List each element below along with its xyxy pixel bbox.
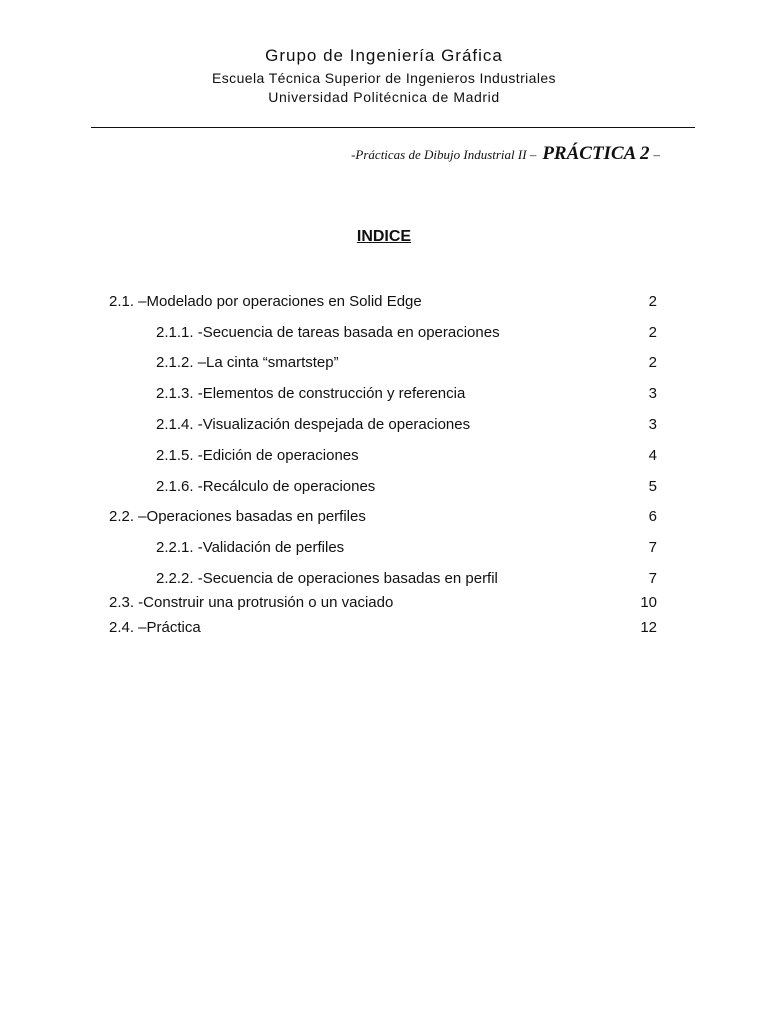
toc-entry-page: 3 [648,385,657,402]
toc-entry [109,447,657,467]
toc-entry-label: 2.1. –Modelado por operaciones en Solid Edge [109,293,422,310]
toc-entry-label: 2.1.5. -Edición de operaciones [156,447,359,464]
toc-entry-label: 2.3. -Construir una protrusión o un vaciado [109,594,394,611]
toc-entry-page: 7 [648,539,657,556]
toc-entry-page: 4 [648,447,657,464]
header-divider [91,127,695,128]
toc-entry [109,508,657,528]
toc-entry-page: 12 [640,619,657,636]
toc-entry [109,539,657,559]
toc-entry-label: 2.1.4. -Visualización despejada de operaciones [156,416,471,433]
toc-entry-label: 2.1.1. -Secuencia de tareas basada en operaciones [156,324,500,341]
toc-entry [109,570,657,590]
school-name: Escuela Técnica Superior de Ingenieros Industriales [212,70,556,86]
toc-entry-page: 10 [640,594,657,611]
toc-entry-label: 2.2.2. -Secuencia de operaciones basadas en perfil [156,570,498,587]
toc-entry-label: 2.2. –Operaciones basadas en perfiles [109,508,366,525]
subtitle-trailing-dash: – [653,147,660,162]
toc-entry [109,293,657,313]
toc-entry-page: 2 [648,293,657,310]
toc-entry [109,385,657,405]
toc-entry-label: 2.2.1. -Validación de perfiles [156,539,345,556]
toc-entry-page: 2 [648,354,657,371]
toc-entry [109,324,657,344]
toc-entry-page: 6 [648,508,657,525]
toc-entry-label: 2.1.3. -Elementos de construcción y referencia [156,385,466,402]
course-name: -Prácticas de Dibujo Industrial II – [351,147,537,162]
university-name: Universidad Politécnica de Madrid [268,89,500,105]
practice-subtitle [351,143,660,165]
toc-entry [109,594,657,614]
index-title: INDICE [356,228,412,245]
toc-entry-page: 7 [648,570,657,587]
practice-number: PRÁCTICA 2 [542,143,650,164]
toc-entry [109,478,657,498]
group-title: Grupo de Ingeniería Gráfica [265,46,503,65]
toc-entry [109,619,657,639]
toc-entry-label: 2.1.2. –La cinta “smartstep” [156,354,339,371]
toc-entry-page: 5 [648,478,657,495]
toc-entry-page: 3 [648,416,657,433]
toc-entry-page: 2 [648,324,657,341]
toc-entry [109,416,657,436]
toc-entry-label: 2.4. –Práctica [109,619,201,636]
toc-entry-label: 2.1.6. -Recálculo de operaciones [156,478,376,495]
toc-entry [109,354,657,374]
